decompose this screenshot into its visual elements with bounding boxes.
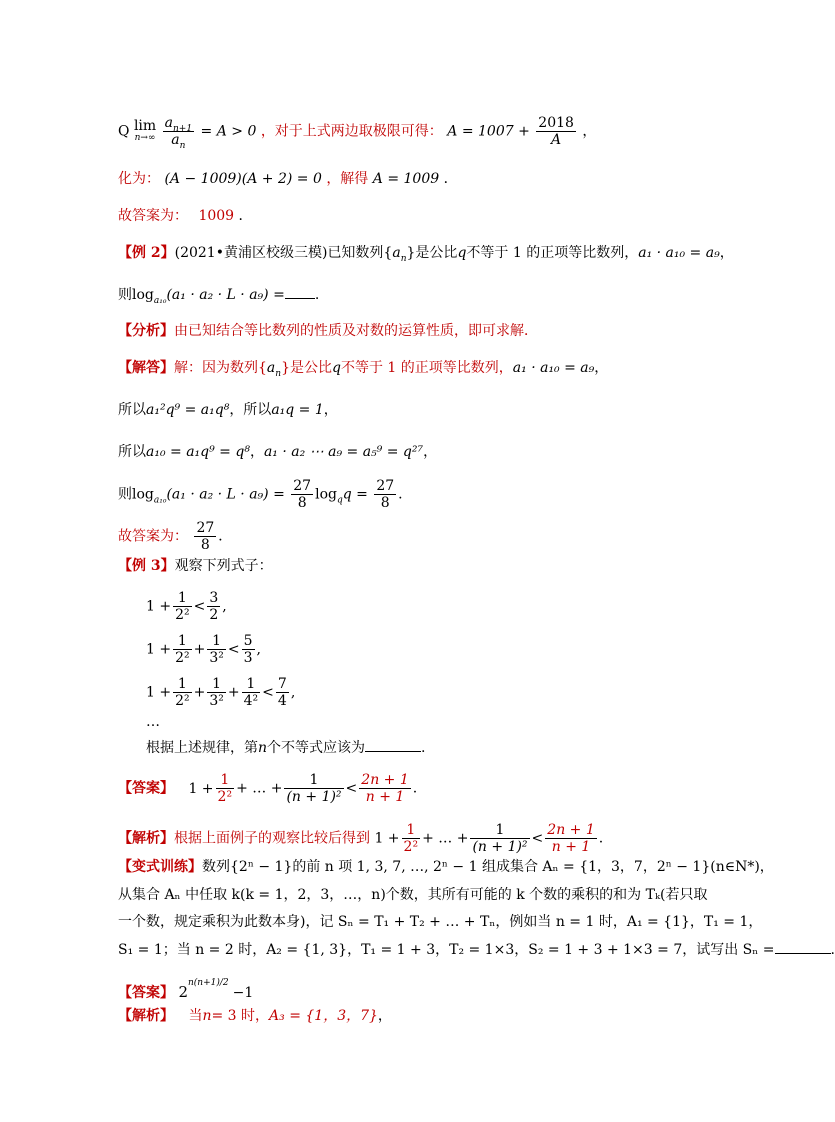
answer-blank [775,939,831,954]
solution-step-3: 则$\log_{a_{10}}(a_1 \cdot a_2 \cdot L \cdot a_9)$ = $\frac{27}{8}$ $\log_qq$ = $\frac{27}{8}$ . [118,478,403,511]
inequality-3: 1 + $\frac{1}{\text{2²}}$ + $\frac{1}{\text{3²}}$ + $\frac{1}{\text{4²}}$ < $\frac{7}{4}$ , [146,676,296,709]
inequality-1: 1 + $\frac{1}{\text{2²}}$ < $\frac{3}{2}$ , [146,590,227,623]
solution-step-1: 所以a₁²q⁹ = a₁q⁸，所以a₁q = 1， [118,402,338,418]
example-3-question: 根据上述规律，第n个不等式应该为 . [146,737,425,758]
example-3-heading: 【例 3】观察下列式子： [118,558,273,574]
example-2-analysis: 【分析】由已知结合等比数列的性质及对数的运算性质，即可求解． [118,323,538,339]
variant-analysis: 【解析】 当n= 3 时，A₃ = {1，3，7}， [118,1008,392,1024]
variant-line-1: 【变式训练】数列{2ⁿ − 1}的前 n 项 1, 3, 7, …, 2ⁿ − 1 组成集合 Aₙ = {1，3，7，2ⁿ − 1}(n∈N*)， [118,859,774,875]
variant-line-3: 一个数，规定乘积为此数本身)，记 Sₙ = T₁ + T₂ + … + Tₙ，例如当 n = 1 时，A₁ = {1}，T₁ = 1， [118,914,763,930]
limit-operator: lim n→∞ [133,117,157,143]
example-2-answer: 故答案为： $\frac{27}{8}$ ． [118,520,233,553]
variant-answer: 【答案】 $2^{n(n+1)/2}-1$ [118,978,254,1001]
limit-text: ，对于上式两边取极限可得： [260,123,443,140]
example-3-analysis: 【解析】根据上面例子的观察比较后得到 1 + $\frac{1}{\text{2²}}$ + … + $\frac{1}{\text{(n + 1)²}}$ < $\frac{2n + 1}{n + 1}$ . [118,822,604,855]
variant-line-2: 从集合 Aₙ 中任取 k(k = 1，2，3，…，n)个数，其所有可能的 k 个数的乘积的和为 Tₖ(若只取 [118,887,708,903]
simplify-line: 化为： (A − 1009)(A + 2) = 0 ，解得 A = 1009 ． [118,171,458,187]
ellipsis-line: … [146,714,160,730]
example-2-solution: 【解答】解：因为数列$\{a_n\}$是公比q不等于 1 的正项等比数列，a₁ · a₁₀ = a₉， [118,360,609,379]
example-3-answer: 【答案】 1 + $\frac{1}{\text{2²}}$ + … + $\frac{1}{\text{(n + 1)²}}$ < $\frac{2n + 1}{n + 1}$ . [118,772,418,805]
answer-blank [365,737,421,752]
limit-line: Q lim n→∞ $\frac{a_{n+1}}{a_n}$ = A > 0 ，对于上式两边取极限可得： A = 1007 + $\frac{2018}{A}$ ， [118,115,597,151]
example-2-question: 则$\log_{a_{10}}(a_1 \cdot a_2 \cdot L \cdot a_9)$ = . [118,284,319,305]
solution-step-2: 所以a₁₀ = a₁q⁹ = q⁸，a₁ · a₂ ⋯ a₉ = a₅⁹ = q²⁷， [118,444,438,460]
variant-line-4: S₁ = 1；当 n = 2 时，A₂ = {1, 3}，T₁ = 1 + 3，T₂ = 1×3，S₂ = 1 + 3 + 1×3 = 7，试写出 Sₙ = . [118,939,835,960]
inequality-2: 1 + $\frac{1}{\text{2²}}$ + $\frac{1}{\text{3²}}$ < $\frac{5}{3}$ , [146,633,261,666]
q-symbol: Q [118,123,130,140]
example-2-heading: 【例 2】(2021•黄浦区校级三模)已知数列$\{a_n\}$是公比q不等于 1 的正项等比数列，a₁ · a₁₀ = a₉， [118,245,734,264]
answer-line-1: 故答案为： 1009 ． [118,208,253,224]
answer-blank [285,284,315,299]
a-fraction: $\frac{2018}{A}$ [538,115,574,148]
ratio-fraction: $\frac{a_{n+1}}{a_n}$ [164,115,193,151]
